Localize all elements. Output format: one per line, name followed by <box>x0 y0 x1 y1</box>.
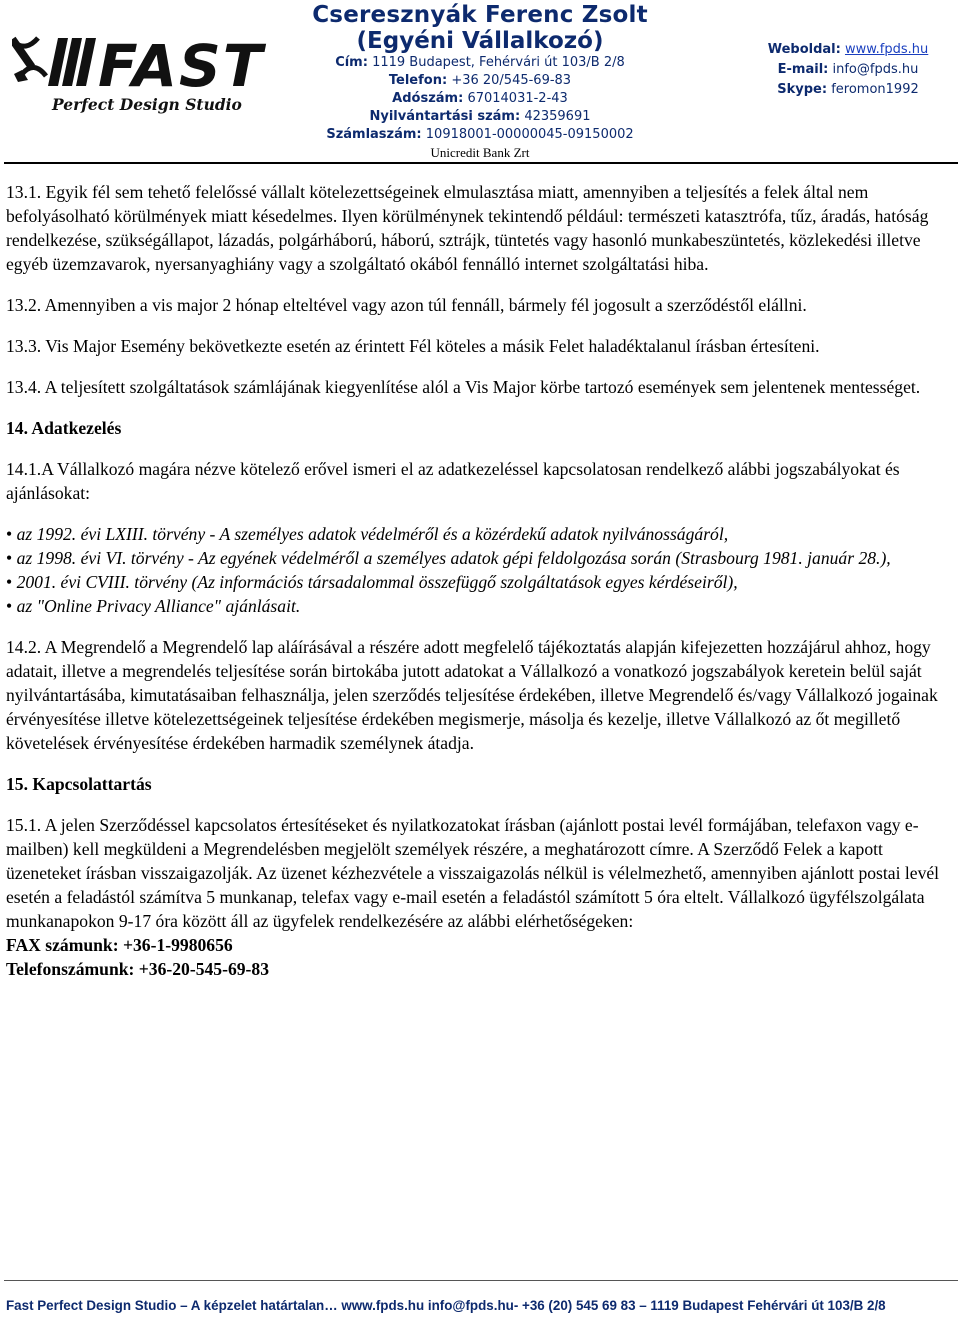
law-list <box>6 522 956 618</box>
email-address[interactable]: info@fpds.hu <box>832 62 919 77</box>
list-item: • az "Online Privacy Alliance" ajánlásait. <box>6 596 301 616</box>
paragraph-13-2: 13.2. Amennyiben a vis major 2 hónap elteltével vagy azon túl fennáll, bármely fél jogosult a szerződéstől elállni. <box>6 295 807 315</box>
contact-info <box>748 40 948 100</box>
document-body <box>6 180 956 981</box>
company-account: Számlaszám: 10918001-00000045-09150002 <box>326 127 634 142</box>
header-divider <box>4 162 958 164</box>
company-address: Cím: 1119 Budapest, Fehérvári út 103/B 2/8 <box>335 55 625 70</box>
paragraph-13-4: 13.4. A teljesített szolgáltatások számlájának kiegyenlítése alól a Vis Major körbe tartozó események sem jelentenek mentességet. <box>6 377 921 397</box>
skype-id: feromon1992 <box>831 82 919 97</box>
list-item: • 2001. évi CVIII. törvény (Az információs társadalommal összefüggő szolgáltatások egyes kérdéseiről), <box>6 572 738 592</box>
section-heading-14: 14. Adatkezelés <box>6 418 122 438</box>
company-registry: Nyilvántartási szám: 42359691 <box>369 109 591 124</box>
list-item: • az 1992. évi LXIII. törvény - A személyes adatok védelméről és a közérdekű adatok nyilvánosságáról, <box>6 524 729 544</box>
section-heading-15: 15. Kapcsolattartás <box>6 774 152 794</box>
company-bank: Unicredit Bank Zrt <box>430 145 530 160</box>
svg-text:FAST: FAST <box>98 32 265 100</box>
company-type: (Egyéni Vállalkozó) <box>356 28 604 54</box>
paragraph-13-3: 13.3. Vis Major Esemény bekövetkezte esetén az érintett Fél köteles a másik Felet haladéktalanul írásban értesíteni. <box>6 336 820 356</box>
paragraph-13-1: 13.1. Egyik fél sem tehető felelőssé vállalt kötelezettségeinek elmulasztása miatt, amennyiben a teljesítés a felek által nem befolyásolható körülmények miatt késedelmes. Ilyen körülménynek tekintendő például: természeti katasztrófa, tűz, áradás, hatóság rendelkezése, szükségállapot, lázadás, polgárháború, háború, sztrájk, tüntetés vagy hasonló munkabeszüntetés, közlekedési illetve egyéb üzemzavarok, nyersanyaghiány vagy a szolgáltató okából fennálló internet szolgáltatási hiba. <box>6 182 929 274</box>
footer-divider <box>4 1280 958 1281</box>
pencil-icon <box>12 37 46 82</box>
company-info <box>300 2 660 162</box>
footer-text: Fast Perfect Design Studio – A képzelet határtalan… www.fpds.hu info@fpds.hu- +36 (20) 545 69 83 – 1119 Budapest Fehérvári út 103/B 2/8 <box>6 1298 886 1313</box>
company-tax: Adószám: 67014031-2-43 <box>392 91 568 106</box>
company-phone: Telefon: +36 20/545-69-83 <box>388 73 572 88</box>
svg-text:Perfect Design Studio: Perfect Design Studio <box>52 95 242 114</box>
list-item: • az 1998. évi VI. törvény - Az egyének védelméről a személyes adatok gépi feldolgozása során (Strasbourg 1981. január 28.), <box>6 548 891 568</box>
paragraph-14-1: 14.1.A Vállalkozó magára nézve kötelező erővel ismeri el az adatkezeléssel kapcsolatosan rendelkező alábbi jogszabályokat és ajánlásokat: <box>6 459 900 503</box>
skype-line: Skype: feromon1992 <box>777 82 919 97</box>
website-line: Weboldal: www.fpds.hu <box>767 42 929 57</box>
paragraph-15-1: 15.1. A jelen Szerződéssel kapcsolatos értesítéseket és nyilatkozatokat írásban (ajánlott postai levél formájában, telefaxon vagy e-mailben) kell megküldeni a Megrendelésben megjelölt személyek részére, a meghatározott címre. A Szerződő Felek a kapott üzeneteket írásban visszaigazolják. Az üzenet kézhezvétele a visszaigazolás nélkül is vélelmezhető, amennyiben ajánlott postai levél esetén a feladástól számítva 5 munkanap, telefax vagy e-mail esetén a feladástól számított 5 óra eltelt. Vállalkozó ügyfélszolgálata munkanapokon 9-17 óra között áll az ügyfelek rendelkezésére az alábbi elérhetőségeken: <box>6 815 940 931</box>
phone-number: Telefonszámunk: +36-20-545-69-83 <box>6 959 270 979</box>
fast-logo <box>12 30 284 114</box>
letterhead <box>0 0 960 164</box>
company-name: Cseresznyák Ferenc Zsolt <box>312 2 648 28</box>
paragraph-14-2: 14.2. A Megrendelő a Megrendelő lap aláírásával a részére adott megfelelő tájékoztatás alapján kifejezetten hozzájárul ahhoz, hogy adatait, illetve a megrendelés teljesítése során birtokába jutott adatokat a Vállalkozó a vonatkozó jogszabályok keretein belül saját nyilvántartásába, kimutatásaiban felhasználja, jelen szerződés teljesítése érdekében, illetve Megrendelő és/vagy Vállalkozó jogainak érvényesítése illetve kötelezettségeinek teljesítése érdekében megismerje, másolja és kezelje, illetve Vállalkozó az őt megillető követelések érvényesítése érdekében harmadik személynek átadja. <box>6 637 938 753</box>
fax-number: FAX számunk: +36-1-9980656 <box>6 935 233 955</box>
website-link[interactable]: www.fpds.hu <box>844 42 929 57</box>
email-line: E-mail: info@fpds.hu <box>777 62 919 77</box>
